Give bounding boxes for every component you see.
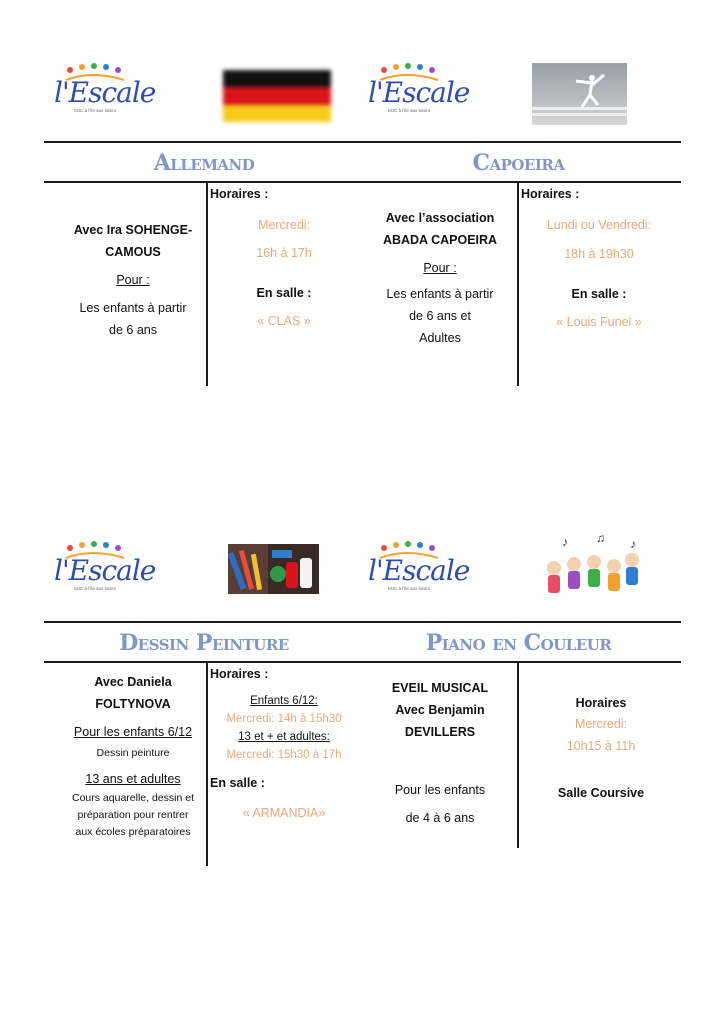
allemand-room: « CLAS » bbox=[257, 314, 311, 328]
dessin-group-adults-desc: aux écoles préparatoires bbox=[75, 826, 191, 838]
capoeira-public: de 6 ans et bbox=[409, 309, 471, 323]
dessin-group-adults-desc: préparation pour rentrer bbox=[77, 809, 189, 821]
svg-text:♪: ♪ bbox=[562, 535, 568, 549]
dessin-horaires-label: Horaires : bbox=[210, 667, 269, 681]
dessin-info bbox=[58, 671, 208, 841]
capoeira-pour: Pour : bbox=[423, 261, 457, 275]
capoeira-public: Adultes bbox=[419, 331, 461, 345]
allemand-day: Mercredi: bbox=[257, 218, 311, 232]
singing-children-illustration bbox=[540, 532, 644, 608]
allemand-pour: Pour : bbox=[116, 273, 150, 287]
column-divider bbox=[206, 183, 208, 386]
dessin-sched-adults-label: 13 et + et adultes: bbox=[238, 731, 330, 743]
escale-logo bbox=[52, 62, 156, 120]
title-dessin-peinture: Dessin Peinture bbox=[119, 630, 289, 656]
piano-eveil: EVEIL MUSICAL bbox=[391, 681, 489, 695]
capoeira-room: « Louis Funel » bbox=[556, 315, 642, 329]
piano-teacher: Avec Benjamin bbox=[395, 703, 485, 717]
dessin-sched-kids-time: Mercredi: 14h à 15h30 bbox=[226, 713, 342, 725]
piano-day: Mercredi: bbox=[574, 717, 628, 731]
dessin-teacher: FOLTYNOVA bbox=[95, 697, 171, 711]
capoeira-time: 18h à 19h30 bbox=[564, 247, 634, 261]
piano-info bbox=[362, 677, 518, 743]
dessin-sched-adults-time: Mercredi: 15h30 à 17h bbox=[226, 749, 342, 761]
allemand-teacher: Avec Ira SOHENGE- bbox=[73, 223, 193, 237]
capoeira-teacher: Avec l’association bbox=[385, 211, 495, 225]
singing-children-icon bbox=[540, 532, 644, 608]
dessin-group-adults: 13 ans et adultes bbox=[85, 772, 181, 786]
escale-logo bbox=[366, 540, 470, 598]
capoeira-dancer-icon bbox=[532, 63, 627, 125]
svg-text:♪: ♪ bbox=[630, 537, 636, 551]
piano-public-line: Pour les enfants bbox=[394, 783, 486, 797]
logo-tagline: MJC à l'île aux loisirs bbox=[388, 108, 431, 113]
dessin-room: « ARMANDIA» bbox=[242, 806, 326, 820]
title-capoeira: Capoeira bbox=[472, 150, 565, 176]
title-piano-en-couleur: Piano en Couleur bbox=[425, 630, 612, 656]
divider-bottom bbox=[44, 621, 681, 623]
logo-wordmark: l'Escale bbox=[368, 76, 470, 109]
allemand-salle-label: En salle : bbox=[256, 286, 312, 300]
logo-tagline: MJC à l'île aux loisirs bbox=[74, 108, 117, 113]
capoeira-info bbox=[362, 207, 518, 349]
piano-time: 10h15 à 11h bbox=[566, 739, 636, 753]
escale-logo bbox=[366, 62, 470, 120]
german-flag-image bbox=[223, 70, 331, 122]
logo-wordmark: l'Escale bbox=[54, 554, 156, 587]
capoeira-horaires-label: Horaires : bbox=[521, 187, 580, 201]
allemand-public: de 6 ans bbox=[109, 323, 157, 337]
logo-wordmark: l'Escale bbox=[368, 554, 470, 587]
piano-public bbox=[362, 776, 518, 832]
allemand-info bbox=[60, 219, 206, 341]
capoeira-salle-label: En salle : bbox=[571, 287, 627, 301]
logo-tagline: MJC à l'île aux loisirs bbox=[388, 586, 431, 591]
dessin-teacher: Avec Daniela bbox=[94, 675, 172, 689]
dessin-group-kids-desc: Dessin peinture bbox=[96, 747, 170, 759]
allemand-time: 16h à 17h bbox=[256, 246, 312, 260]
escale-logo bbox=[52, 540, 156, 598]
divider-top-2 bbox=[44, 181, 681, 183]
svg-text:♫: ♫ bbox=[596, 532, 605, 545]
allemand-teacher: CAMOUS bbox=[105, 245, 161, 259]
logo-tagline: MJC à l'île aux loisirs bbox=[74, 586, 117, 591]
dessin-group-kids: Pour les enfants 6/12 bbox=[73, 725, 193, 739]
divider-bottom-2 bbox=[44, 661, 681, 663]
capoeira-photo bbox=[532, 63, 627, 125]
logo-wordmark: l'Escale bbox=[54, 76, 156, 109]
capoeira-teacher: ABADA CAPOEIRA bbox=[382, 233, 498, 247]
paint-brushes-icon bbox=[228, 544, 319, 594]
allemand-public: Les enfants à partir bbox=[79, 301, 187, 315]
title-allemand: Allemand bbox=[153, 150, 255, 176]
dessin-group-adults-desc: Cours aquarelle, dessin et bbox=[72, 792, 194, 804]
piano-teacher: DEVILLERS bbox=[404, 725, 476, 739]
paint-supplies-photo bbox=[228, 544, 319, 594]
piano-horaires-label: Horaires bbox=[575, 696, 627, 710]
allemand-horaires-label: Horaires : bbox=[210, 187, 269, 201]
capoeira-public: Les enfants à partir bbox=[386, 287, 494, 301]
dessin-salle-label: En salle : bbox=[210, 776, 265, 790]
dessin-sched-kids-label: Enfants 6/12: bbox=[250, 695, 318, 707]
divider-top bbox=[44, 141, 681, 143]
capoeira-day: Lundi ou Vendredi: bbox=[546, 218, 652, 232]
piano-room: Salle Coursive bbox=[557, 786, 645, 800]
piano-public-line: de 4 à 6 ans bbox=[405, 811, 475, 825]
